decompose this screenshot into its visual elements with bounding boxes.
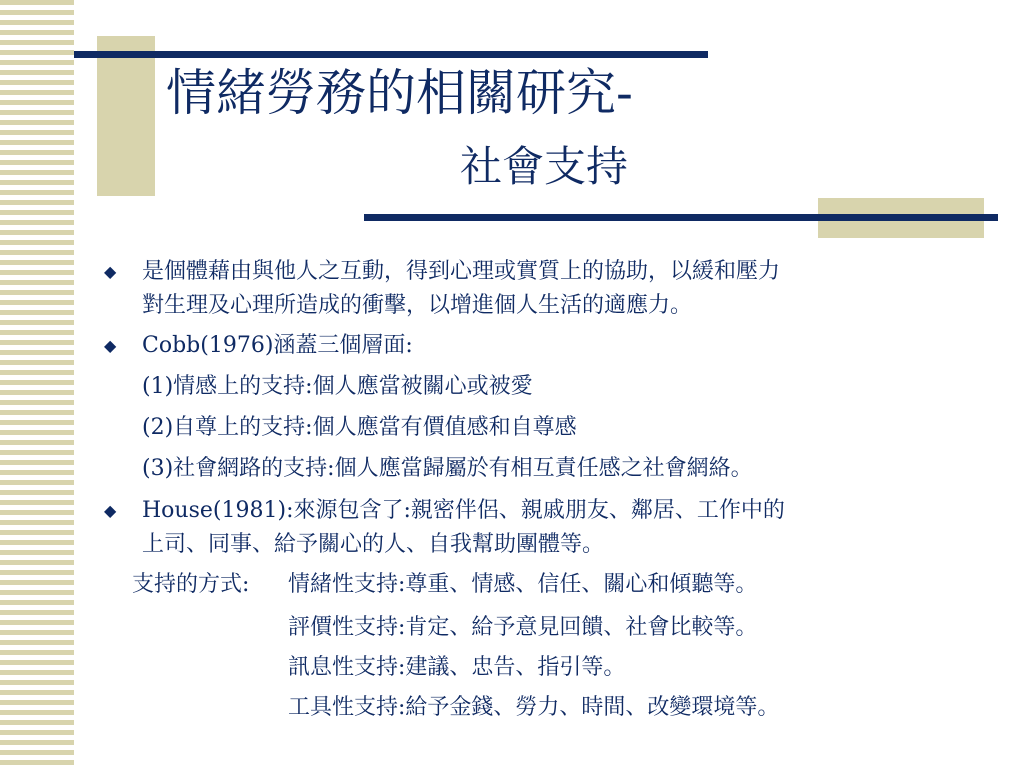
bullet-3-line-1: House(1981):來源包含了:親密伴侶、親戚朋友、鄰居、工作中的 (142, 498, 785, 523)
bullet-icon: ◆ (104, 501, 117, 520)
bullet-icon: ◆ (104, 336, 117, 355)
slide-subtitle: 社會支持 (460, 142, 629, 191)
bullet-2-sub-2: (2)自尊上的支持:個人應當有價值感和自尊感 (142, 415, 577, 440)
support-method-appraisal: 評價性支持:肯定、給予意見回饋、社會比較等。 (288, 615, 758, 640)
bullet-icon: ◆ (104, 262, 117, 281)
bullet-2-sub-3: (3)社會網路的支持:個人應當歸屬於有相互責任感之社會網絡。 (142, 456, 753, 481)
support-methods-label: 支持的方式: (132, 572, 250, 597)
support-method-instrumental: 工具性支持:給予金錢、勞力、時間、改變環境等。 (288, 695, 780, 720)
bullet-1-line-2: 對生理及心理所造成的衝擊，以增進個人生活的適應力。 (142, 293, 693, 318)
bullet-3-line-2: 上司、同事、給予關心的人、自我幫助團體等。 (142, 532, 605, 557)
bullet-2-sub-1: (1)情感上的支持:個人應當被關心或被愛 (142, 374, 533, 399)
bullet-2-line-1: Cobb(1976)涵蓋三個層面: (142, 333, 413, 358)
support-method-informational: 訊息性支持:建議、忠告、指引等。 (288, 655, 626, 680)
slide-title: 情緒勞務的相關研究- (166, 64, 633, 122)
bullet-1-line-1: 是個體藉由與他人之互動，得到心理或實質上的協助，以緩和壓力 (142, 259, 781, 284)
support-method-emotional: 情緒性支持:尊重、情感、信任、關心和傾聽等。 (288, 572, 758, 597)
